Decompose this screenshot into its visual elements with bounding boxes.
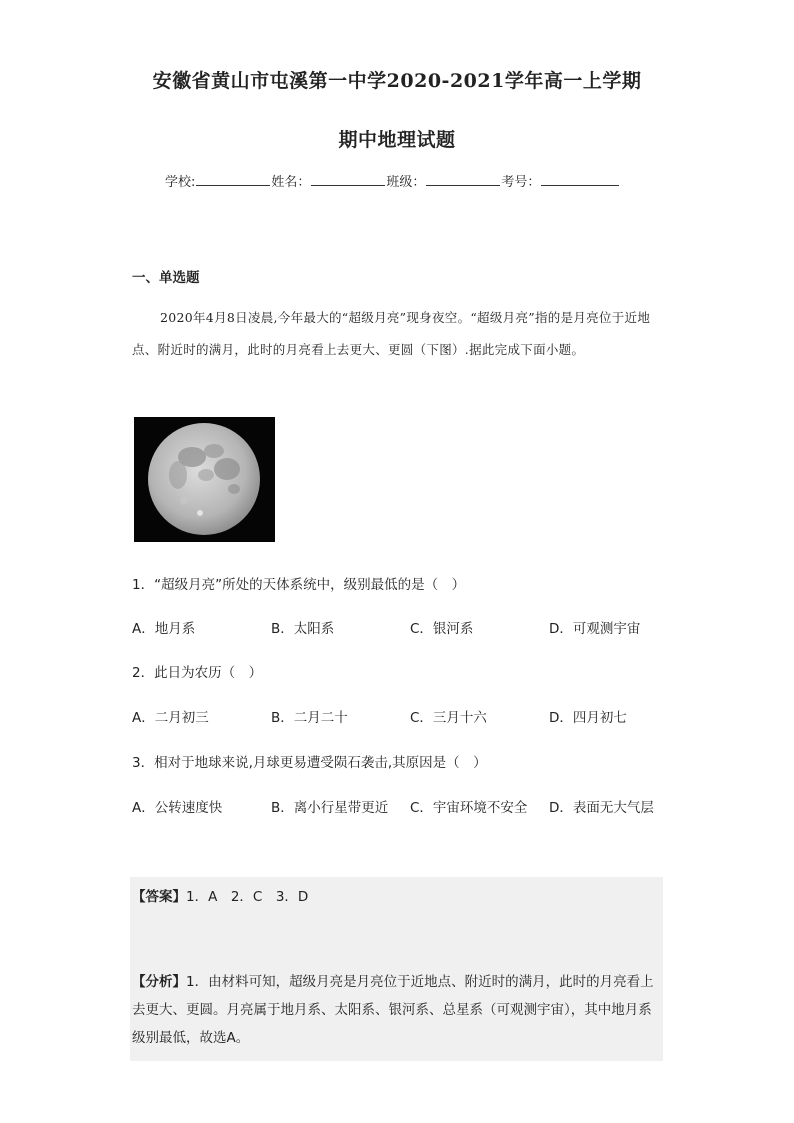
q3-option-a: A．公转速度快 [132, 800, 223, 816]
section-title: 一、单选题 [132, 270, 200, 286]
q2-option-c: C．三月十六 [410, 710, 487, 726]
full-moon-illustration [134, 417, 275, 542]
number-blank [541, 171, 619, 186]
student-info-row [165, 171, 620, 190]
school-blank [196, 171, 270, 186]
q2-option-b: B．二月二十 [271, 710, 348, 726]
question-3-stem: 3．相对于地球来说,月球更易遭受陨石袭击,其原因是（ ） [132, 755, 487, 771]
answer-label: 【答案】 [132, 889, 186, 905]
q2-option-d: D．四月初七 [549, 710, 627, 726]
q1-option-d: D．可观测宇宙 [549, 621, 641, 637]
material-paragraph: 2020年4月8日凌晨,今年最大的“超级月亮”现身夜空。“超级月亮”指的是月亮位于近地点、附近时的满月，此时的月亮看上去更大、更圆（下图）.据此完成下面小题。 [132, 310, 651, 357]
moon-image [134, 417, 275, 542]
analysis-paragraph [132, 968, 664, 1052]
q2-option-a: A．二月初三 [132, 710, 209, 726]
q3-option-d: D．表面无大气层 [549, 800, 654, 816]
q1-option-c: C．银河系 [410, 621, 474, 637]
q1-option-a: A．地月系 [132, 621, 196, 637]
document-title-line1: 安徽省黄山市屯溪第一中学2020-2021学年高一上学期 [152, 70, 642, 92]
question-2-stem: 2．此日为农历（ ） [132, 665, 263, 681]
answer-text: 1．A 2．C 3．D [186, 889, 309, 905]
school-label: 学校: [165, 175, 196, 190]
q1-option-b: B．太阳系 [271, 621, 335, 637]
document-title-line2: 期中地理试题 [338, 129, 456, 151]
class-blank [426, 171, 500, 186]
q3-option-b: B．离小行星带更近 [271, 800, 389, 816]
analysis-text: 1．由材料可知，超级月亮是月亮位于近地点、附近时的满月，此时的月亮看上去更大、更圆。月亮属于地月系、太阳系、银河系、总星系（可观测宇宙），其中地月系级别最低，故选A。 [132, 974, 654, 1046]
answer-line [132, 885, 308, 905]
question-1-stem: 1．“超级月亮”所处的天体系统中，级别最低的是（ ） [132, 577, 466, 593]
name-blank [311, 171, 385, 186]
class-label: 班级： [386, 175, 426, 190]
analysis-label: 【分析】 [132, 974, 186, 990]
q3-option-c: C．宇宙环境不安全 [410, 800, 528, 816]
name-label: 姓名： [271, 175, 311, 190]
number-label: 考号： [501, 175, 541, 190]
